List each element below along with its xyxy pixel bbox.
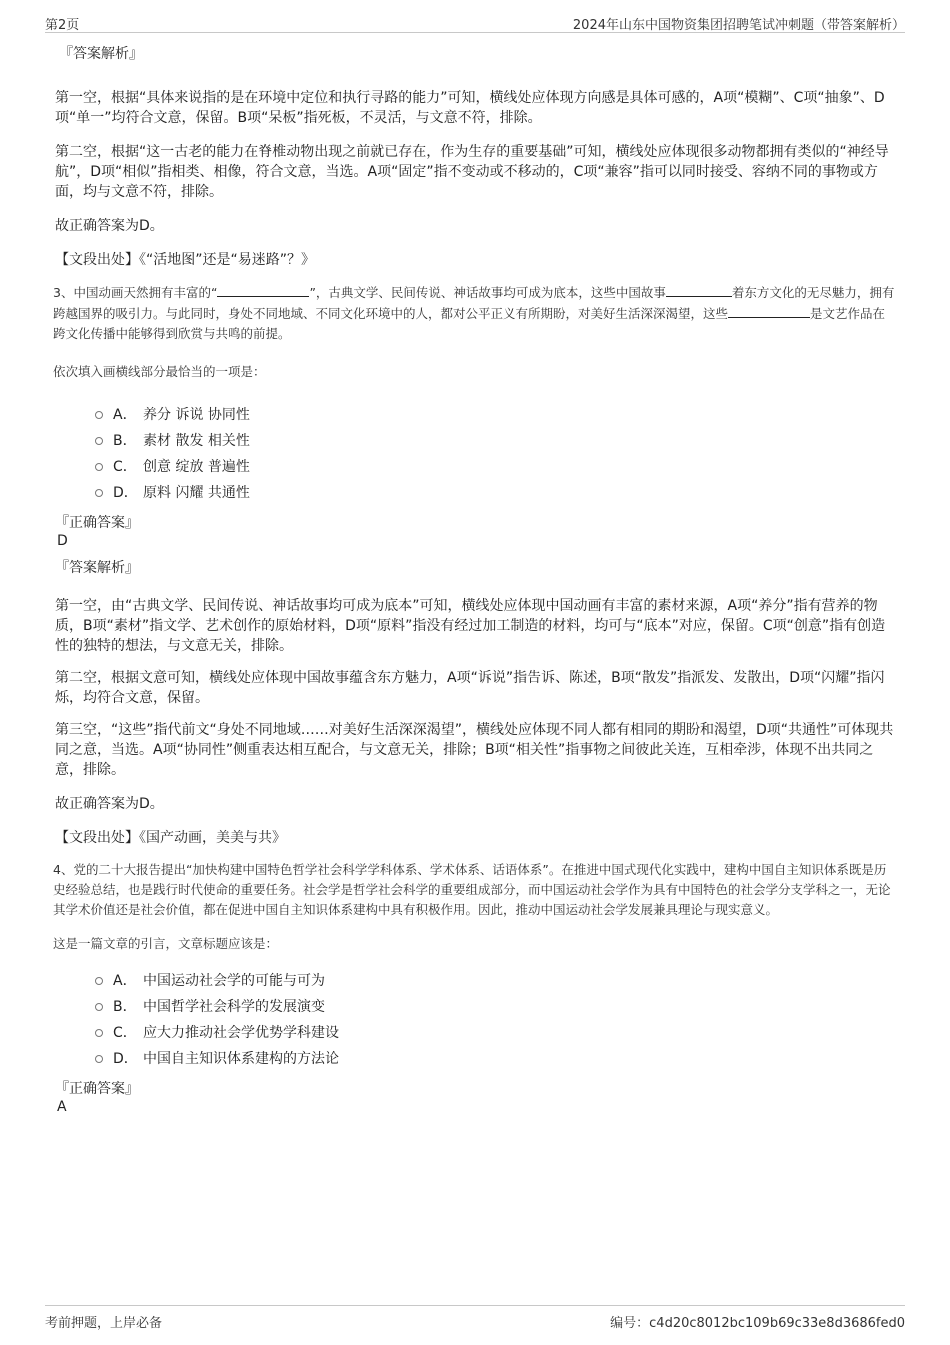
- option-d[interactable]: D． 原料 闪耀 共通性: [95, 480, 895, 506]
- question-3-stem: 3、中国动画天然拥有丰富的“ ”，古典文学、民间传说、神话故事均可成为底本，这些中国故事 着东方文化的无尽魅力，拥有跨越国界的吸引力。与此同时，身处不同地域、不同文化环境中的人，都对公平正义有所期盼，对美好生活深深渴望，这些 是文艺作品在跨文化传播中能够得到欣赏与共鸣的前提。: [53, 282, 895, 344]
- analysis-paragraph-1: 第一空，由“古典文学、民间传说、神话故事均可成为底本”可知，横线处应体现中国动画有丰富的素材来源，A项“养分”指有营养的物质，B项“素材”指文学、艺术创作的原始材料，D项“原料”指没有经过加工制造的材料，均可与“底本”对应，保留。C项“创意”指有创造性的独特的想法，与文意无关，排除。: [55, 598, 886, 654]
- option-a[interactable]: A． 养分 诉说 协同性: [95, 402, 895, 428]
- page-header: [45, 12, 905, 33]
- question-4-options: [95, 968, 895, 1072]
- question-3-options: [95, 402, 895, 506]
- correct-answer-label: 『正确答案』: [55, 515, 139, 531]
- radio-icon[interactable]: [95, 411, 103, 419]
- document-title: 2024年山东中国物资集团招聘笔试冲刺题（带答案解析）: [572, 18, 905, 33]
- radio-icon[interactable]: [95, 489, 103, 497]
- radio-icon[interactable]: [95, 437, 103, 445]
- blank-1: [217, 282, 309, 297]
- source-citation: 【文段出处】《“活地图”还是“易迷路”？》: [55, 252, 316, 268]
- radio-icon[interactable]: [95, 1003, 103, 1011]
- correct-answer-value: D: [57, 533, 68, 549]
- question-4-stem: 4、党的二十大报告提出“加快构建中国特色哲学社会科学学科体系、学术体系、话语体系”。在推进中国式现代化实践中，建构中国自主知识体系既是历史经验总结，也是践行时代使命的重要任务。社会学是哲学社会科学的重要组成部分，而中国运动社会学作为具有中国特色的社会学分支学科之一，无论其学术价值还是社会价值，都在促进中国自主知识体系建构中具有积极作用。因此，推动中国运动社会学发展兼具理论与现实意义。: [53, 862, 891, 917]
- radio-icon[interactable]: [95, 1055, 103, 1063]
- option-b[interactable]: B． 中国哲学社会科学的发展演变: [95, 994, 895, 1020]
- conclusion: 故正确答案为D。: [55, 796, 164, 812]
- analysis-label: 『答案解析』: [55, 560, 139, 576]
- analysis-paragraph-3: 第三空，“这些”指代前文“身处不同地域……对美好生活深深渴望”，横线处应体现不同人都有相同的期盼和渴望，D项“共通性”可体现共同之意，当选。A项“协同性”侧重表达相互配合，与文意无关，排除；B项“相关性”指事物之间彼此关连，互相牵涉，体现不出共同之意，排除。: [55, 722, 894, 778]
- conclusion: 故正确答案为D。: [55, 218, 164, 234]
- source-citation: 【文段出处】《国产动画，美美与共》: [55, 830, 286, 846]
- question-3-prompt: 依次填入画横线部分最恰当的一项是：: [53, 364, 266, 379]
- page-number: 第2页: [45, 18, 80, 33]
- correct-answer-label: 『正确答案』: [55, 1081, 139, 1097]
- radio-icon[interactable]: [95, 1029, 103, 1037]
- option-a[interactable]: A． 中国运动社会学的可能与可为: [95, 968, 895, 994]
- document-code: 编号：c4d20c8012bc109b69c33e8d3686fed0: [610, 1316, 905, 1331]
- analysis-label: 『答案解析』: [59, 46, 143, 62]
- blank-2: [666, 282, 732, 297]
- page-footer: [45, 1305, 905, 1330]
- correct-answer-value: A: [57, 1099, 67, 1115]
- option-c[interactable]: C． 应大力推动社会学优势学科建设: [95, 1020, 895, 1046]
- page-content: [55, 44, 895, 1124]
- analysis-paragraph-2: 第二空，根据“这一古老的能力在脊椎动物出现之前就已存在，作为生存的重要基础”可知，横线处应体现很多动物都拥有类似的“神经导航”，D项“相似”指相类、相像，符合文意，当选。A项“固定”指不变动或不移动的，C项“兼容”指可以同时接受、容纳不同的事物或方面，均与文意不符，排除。: [55, 144, 889, 200]
- analysis-paragraph-1: 第一空，根据“具体来说指的是在环境中定位和执行寻路的能力”可知，横线处应体现方向感是具体可感的，A项“模糊”、C项“抽象”、D项“单一”均符合文意，保留。B项“呆板”指死板，不灵活，与文意不符，排除。: [55, 90, 885, 126]
- blank-3: [728, 303, 810, 318]
- option-c[interactable]: C． 创意 绽放 普遍性: [95, 454, 895, 480]
- question-4-prompt: 这是一篇文章的引言，文章标题应该是：: [53, 936, 279, 951]
- radio-icon[interactable]: [95, 463, 103, 471]
- radio-icon[interactable]: [95, 977, 103, 985]
- footer-slogan: 考前押题，上岸必备: [45, 1316, 163, 1331]
- analysis-paragraph-2: 第二空，根据文意可知，横线处应体现中国故事蕴含东方魅力，A项“诉说”指告诉、陈述，B项“散发”指派发、发散出，D项“闪耀”指闪烁，均符合文意，保留。: [55, 670, 885, 706]
- option-b[interactable]: B． 素材 散发 相关性: [95, 428, 895, 454]
- option-d[interactable]: D． 中国自主知识体系建构的方法论: [95, 1046, 895, 1072]
